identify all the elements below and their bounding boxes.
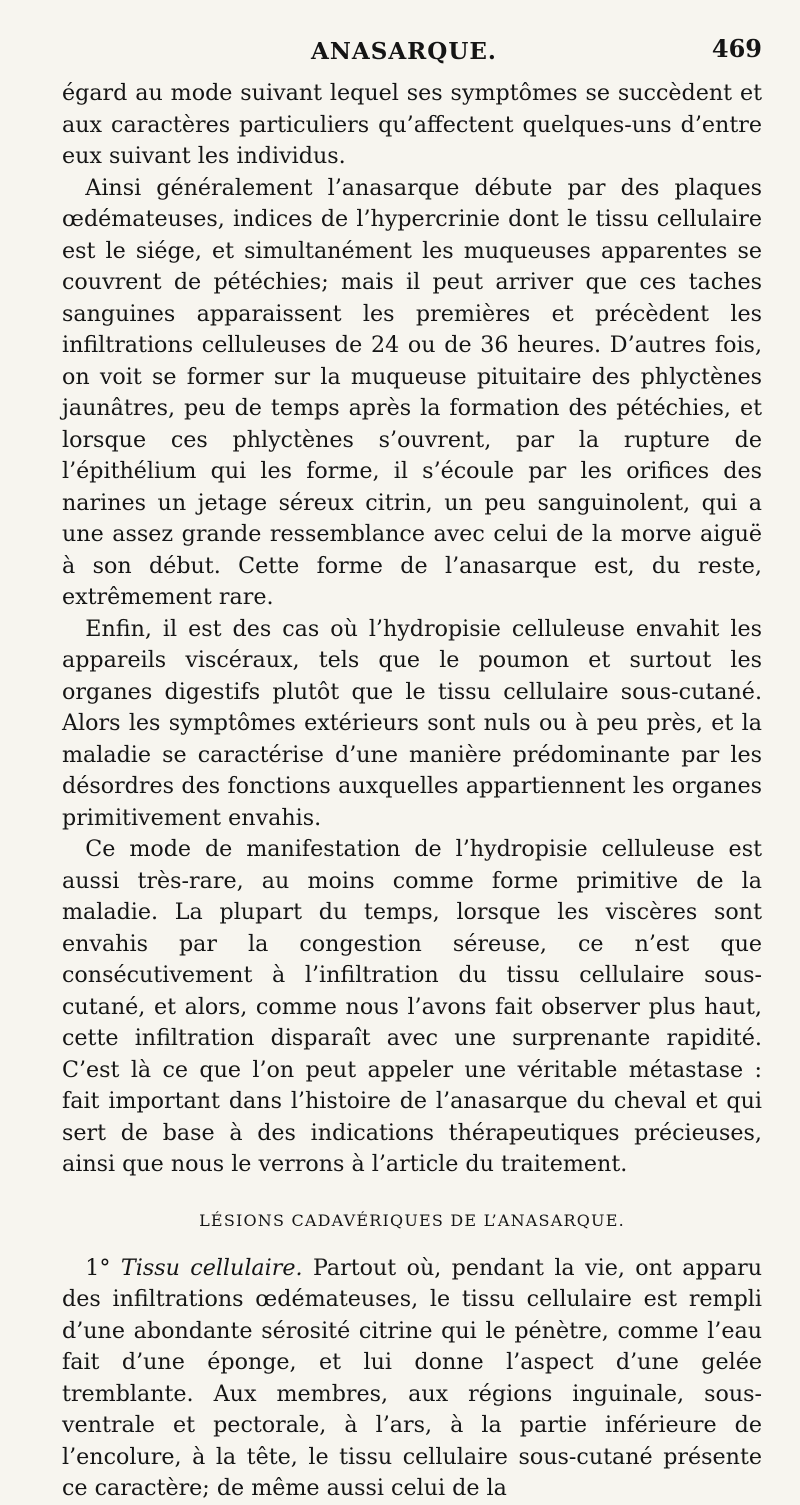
- paragraph-metastase: Ce mode de manifestation de l’hydropisie celluleuse est aussi très-rare, au moins comme forme primitive de la maladie. La plupart du temps, lorsque les viscères sont envahis par la congestion séreuse, ce n’est que consécutivement à l’infiltration du tissu cellulaire sous-cutané, et alors, comme nous l’avons fait observer plus haut, cette infiltration disparaît avec une surprenante rapidité. C’est là ce que l’on peut appeler une véritable métastase : fait important dans l’histoire de l’anasarque du cheval et qui sert de base à des indications thérapeutiques précieuses, ainsi que nous le verrons à l’article du traitement.: [62, 836, 762, 1177]
- body-text: [62, 78, 762, 1505]
- running-head: [62, 26, 762, 78]
- page-number: 469: [711, 34, 762, 63]
- item-text: Partout où, pendant la vie, ont apparu des infiltrations œdémateuses, le tissu cellulaire est rempli d’une abondante sérosité citrine qui le pénètre, comme l’eau fait d’une éponge, et lui donne l’aspect d’une gelée tremblante. Aux membres, aux régions inguinale, sous-ventrale et pectorale, à l’ars, à la partie inférieure de l’encolure, à la tête, le tissu cellulaire sous-cutané présente ce caractère; de même aussi celui de la: [62, 1254, 762, 1501]
- running-title: ANASARQUE.: [311, 38, 497, 65]
- paragraph-anasarque-debut: Ainsi généralement l’anasarque débute par des plaques œdémateuses, indices de l’hypercrinie dont le tissu cellulaire est le siége, et simultanément les muqueuses apparentes se couvrent de pétéchies; mais il peut arriver que ces taches sanguines apparaissent les premières et précèdent les infiltrations celluleuses de 24 ou de 36 heures. D’autres fois, on voit se former sur la muqueuse pituitaire des phlyctènes jaunâtres, peu de temps après la formation des pétéchies, et lorsque ces phlyctènes s’ouvrent, par la rupture de l’épithélium qui les forme, il s’écoule par les orifices des narines un jetage séreux citrin, un peu sanguinolent, qui a une assez grande ressemblance avec celui de la morve aiguë à son début. Cette forme de l’anasarque est, du reste, extrêmement rare.: [62, 174, 762, 610]
- section-heading: LÉSIONS CADAVÉRIQUES DE L’ANASARQUE.: [199, 1210, 625, 1230]
- item-number: 1°: [85, 1254, 111, 1281]
- paragraph-visceral-hydropsy: Enfin, il est des cas où l’hydropisie celluleuse envahit les appareils viscéraux, tels que le poumon et surtout les organes digestifs plutôt que le tissu cellulaire sous-cutané. Alors les symptômes extérieurs sont nuls ou à peu près, et la maladie se caractérise d’une manière prédominante par les désordres des fonctions auxquelles appartiennent les organes primitivement envahis.: [62, 615, 762, 831]
- item-label: Tissu cellulaire.: [120, 1254, 303, 1281]
- paragraph-continuation: égard au mode suivant lequel ses symptômes se succèdent et aux caractères particuliers qu’affectent quelques-uns d’entre eux suivant les individus.: [62, 80, 762, 169]
- paragraph-tissu-cellulaire: [62, 1253, 762, 1505]
